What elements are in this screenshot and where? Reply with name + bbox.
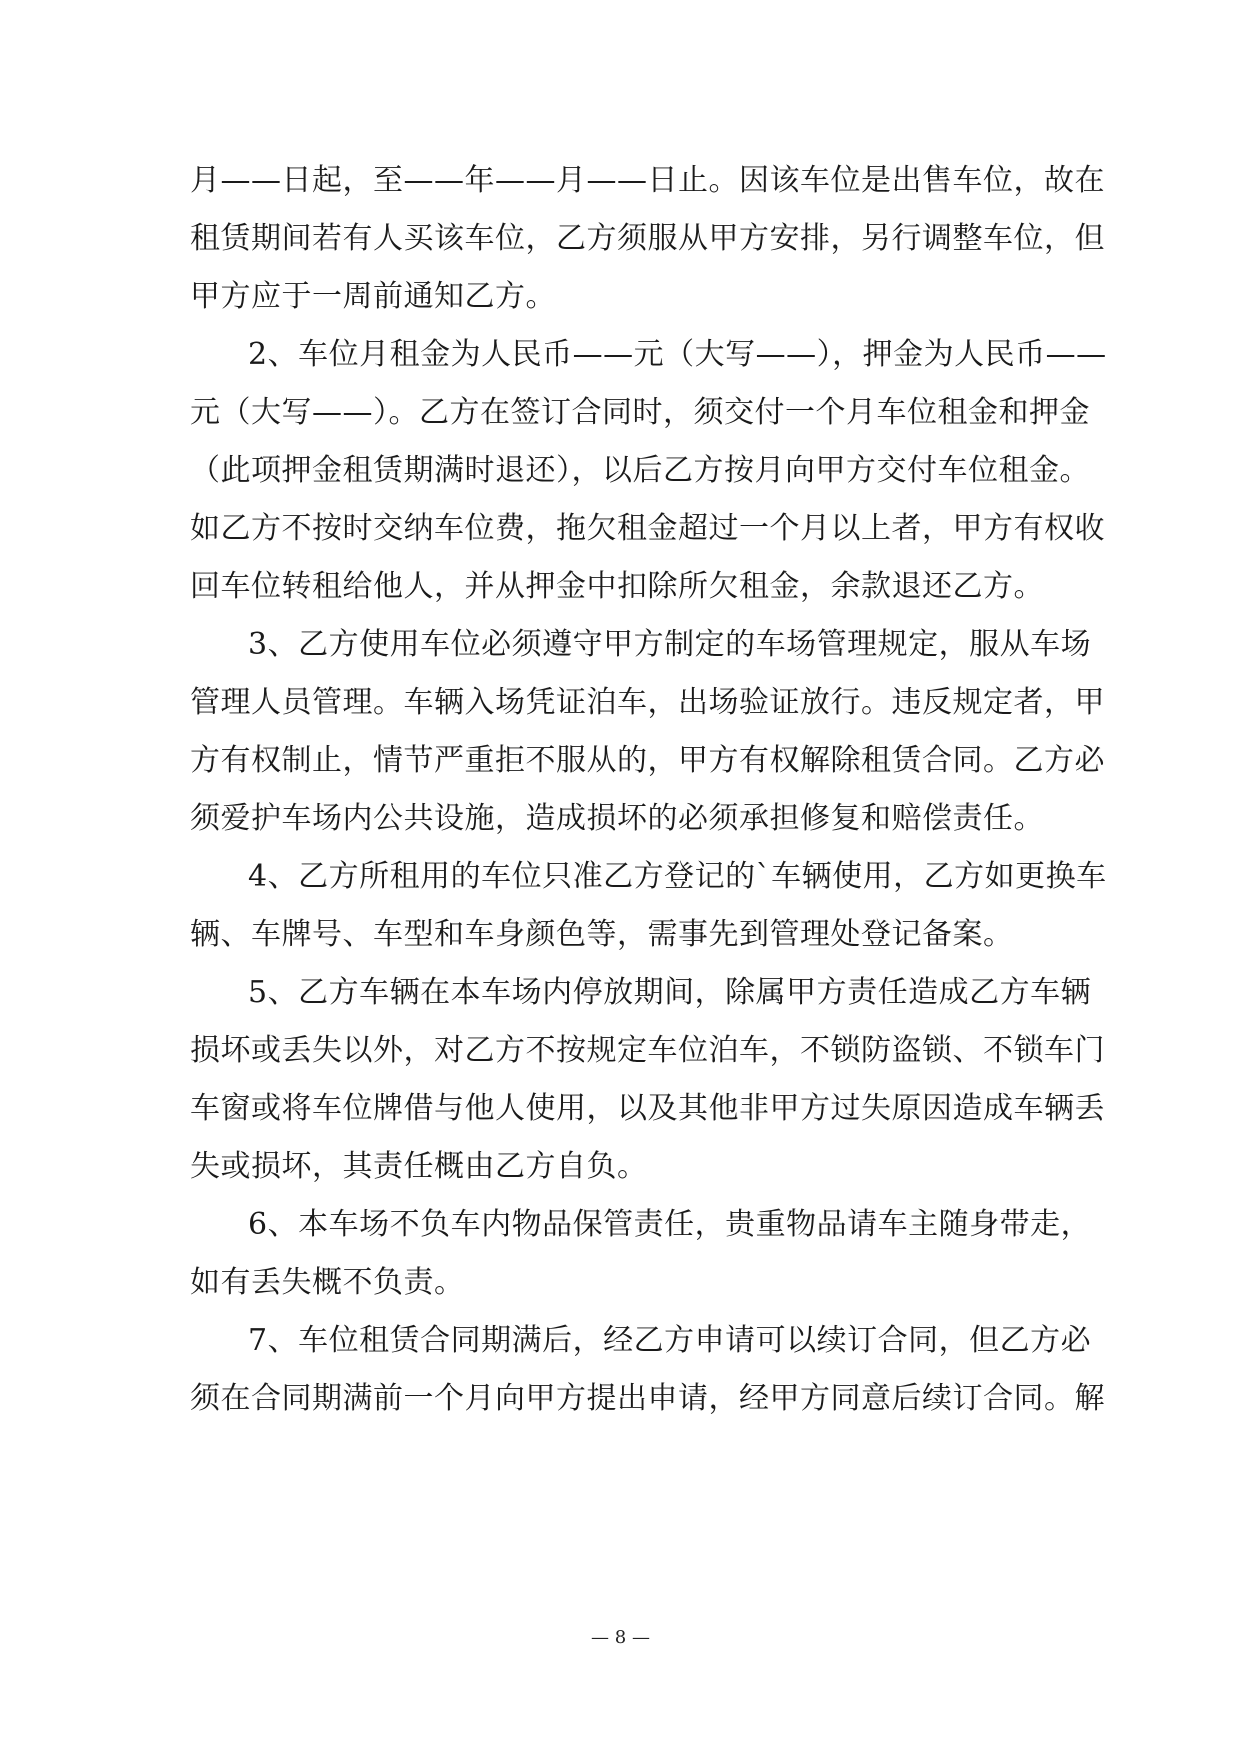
clause-2-line: （此项押金租赁期满时退还），以后乙方按月向甲方交付车位租金。 [190, 453, 1090, 488]
clause-2-line: 2、车位月租金为人民币——元（大写——），押金为人民币—— [248, 337, 1107, 372]
clause-5-line: 车窗或将车位牌借与他人使用，以及其他非甲方过失原因造成车辆丢 [190, 1091, 1105, 1126]
clause-3-line: 3、乙方使用车位必须遵守甲方制定的车场管理规定，服从车场 [248, 627, 1092, 662]
clause-2-line: 回车位转租给他人，并从押金中扣除所欠租金，余款退还乙方。 [190, 569, 1044, 604]
clause-7-line: 7、车位租赁合同期满后，经乙方申请可以续订合同，但乙方必 [248, 1323, 1092, 1358]
clause-4-line: 辆、车牌号、车型和车身颜色等，需事先到管理处登记备案。 [190, 917, 1014, 952]
page-number: — 8 — [591, 1627, 650, 1648]
clause-5-line: 5、乙方车辆在本车场内停放期间，除属甲方责任造成乙方车辆 [248, 975, 1092, 1010]
clause-5-line: 损坏或丢失以外，对乙方不按规定车位泊车，不锁防盗锁、不锁车门 [190, 1033, 1105, 1068]
clause-6-line: 6、本车场不负车内物品保管责任，贵重物品请车主随身带走， [248, 1207, 1092, 1242]
clause-7-line: 须在合同期满前一个月向甲方提出申请，经甲方同意后续订合同。解 [190, 1381, 1105, 1416]
clause-3-line: 须爱护车场内公共设施，造成损坏的必须承担修复和赔偿责任。 [190, 801, 1044, 836]
clause-5-line: 失或损坏，其责任概由乙方自负。 [190, 1149, 648, 1184]
clause-3-line: 管理人员管理。车辆入场凭证泊车，出场验证放行。违反规定者，甲 [190, 685, 1105, 720]
paragraph-line: 甲方应于一周前通知乙方。 [190, 279, 556, 314]
clause-2-line: 如乙方不按时交纳车位费，拖欠租金超过一个月以上者，甲方有权收 [190, 511, 1105, 546]
paragraph-line: 租赁期间若有人买该车位，乙方须服从甲方安排，另行调整车位，但 [190, 221, 1105, 256]
clause-6-line: 如有丢失概不负责。 [190, 1265, 465, 1300]
clause-4-line: 4、乙方所租用的车位只准乙方登记的`车辆使用，乙方如更换车 [248, 859, 1107, 894]
paragraph-line: 月——日起，至——年——月——日止。因该车位是出售车位，故在 [190, 163, 1105, 198]
clause-2-line: 元（大写——）。乙方在签订合同时，须交付一个月车位租金和押金 [190, 395, 1090, 430]
document-body [190, 152, 1107, 1428]
clause-3-line: 方有权制止，情节严重拒不服从的，甲方有权解除租赁合同。乙方必 [190, 743, 1105, 778]
